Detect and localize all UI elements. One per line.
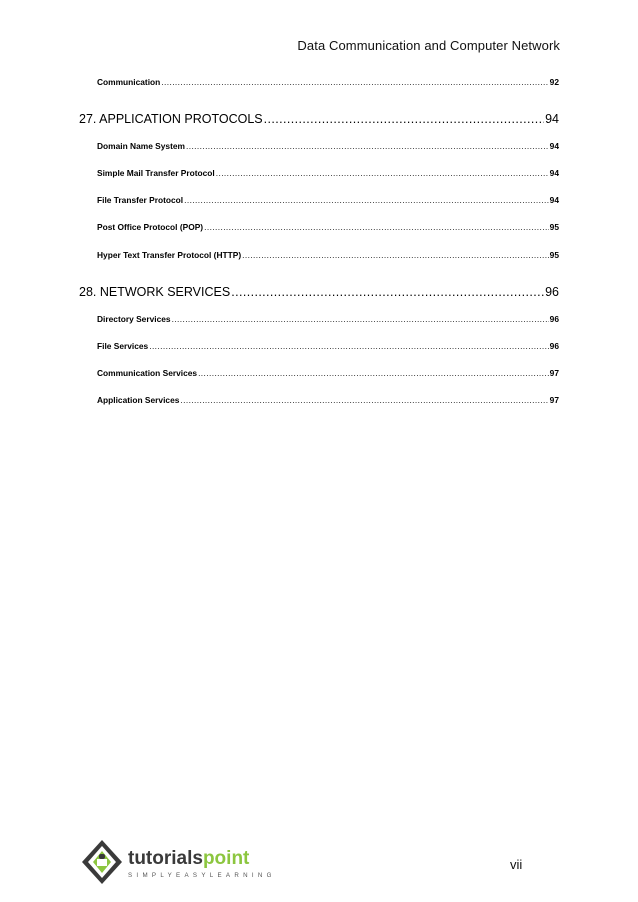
toc-entry-smtp[interactable] bbox=[97, 168, 559, 180]
toc-entry-page: 94 bbox=[549, 195, 559, 205]
toc-entry-communication-services[interactable] bbox=[97, 368, 559, 380]
page-number: vii bbox=[510, 857, 523, 872]
toc-entry-label: Communication Services bbox=[97, 368, 198, 378]
toc-leader-dots bbox=[180, 395, 548, 405]
toc-leader-dots bbox=[216, 168, 549, 178]
toc-chapter-label: 28. NETWORK SERVICES bbox=[79, 285, 231, 299]
toc-entry-page: 95 bbox=[549, 222, 559, 232]
toc-chapter-page: 96 bbox=[545, 285, 559, 299]
toc-entry-page: 95 bbox=[549, 250, 559, 260]
toc-leader-dots bbox=[231, 285, 544, 299]
toc-entry-pop[interactable] bbox=[97, 222, 559, 234]
toc-chapter-page: 94 bbox=[545, 112, 559, 126]
toc-leader-dots bbox=[204, 222, 549, 232]
toc-entry-application-services[interactable] bbox=[97, 395, 559, 407]
toc-chapter-27[interactable] bbox=[79, 112, 559, 128]
running-header: Data Communication and Computer Network bbox=[297, 38, 560, 53]
toc-leader-dots bbox=[172, 314, 549, 324]
toc-entry-page: 96 bbox=[549, 341, 559, 351]
toc-entry-file-services[interactable] bbox=[97, 341, 559, 353]
toc-entry-label: File Transfer Protocol bbox=[97, 195, 184, 205]
toc-leader-dots bbox=[161, 77, 548, 87]
toc-entry-domain-name-system[interactable] bbox=[97, 141, 559, 153]
toc-entry-label: Communication bbox=[97, 77, 161, 87]
logo-tagline: SIMPLYEASYLEARNING bbox=[128, 872, 276, 879]
toc-leader-dots bbox=[264, 112, 544, 126]
toc-leader-dots bbox=[149, 341, 548, 351]
toc-entry-label: Hyper Text Transfer Protocol (HTTP) bbox=[97, 250, 242, 260]
toc-entry-label: Directory Services bbox=[97, 314, 171, 324]
toc-entry-http[interactable] bbox=[97, 250, 559, 262]
toc-entry-page: 92 bbox=[549, 77, 559, 87]
toc-leader-dots bbox=[198, 368, 549, 378]
toc-entry-directory-services[interactable] bbox=[97, 314, 559, 326]
toc-entry-page: 96 bbox=[549, 314, 559, 324]
toc-entry-label: Simple Mail Transfer Protocol bbox=[97, 168, 215, 178]
toc-entry-label: Application Services bbox=[97, 395, 180, 405]
toc-leader-dots bbox=[186, 141, 549, 151]
toc-leader-dots bbox=[242, 250, 549, 260]
toc-entry-communication[interactable] bbox=[97, 77, 559, 89]
tutorialspoint-logo bbox=[80, 838, 300, 886]
toc-entry-label: Domain Name System bbox=[97, 141, 185, 151]
toc-entry-label: Post Office Protocol (POP) bbox=[97, 222, 204, 232]
toc-chapter-label: 27. APPLICATION PROTOCOLS bbox=[79, 112, 263, 126]
toc-entry-ftp[interactable] bbox=[97, 195, 559, 207]
toc-entry-label: File Services bbox=[97, 341, 149, 351]
toc-leader-dots bbox=[184, 195, 549, 205]
logo-wordmark: tutorialspoint bbox=[128, 848, 250, 869]
logo-emblem-icon bbox=[82, 840, 122, 884]
toc-chapter-28[interactable] bbox=[79, 285, 559, 301]
toc-entry-page: 97 bbox=[549, 368, 559, 378]
toc-entry-page: 97 bbox=[549, 395, 559, 405]
toc-entry-page: 94 bbox=[549, 141, 559, 151]
toc-entry-page: 94 bbox=[549, 168, 559, 178]
